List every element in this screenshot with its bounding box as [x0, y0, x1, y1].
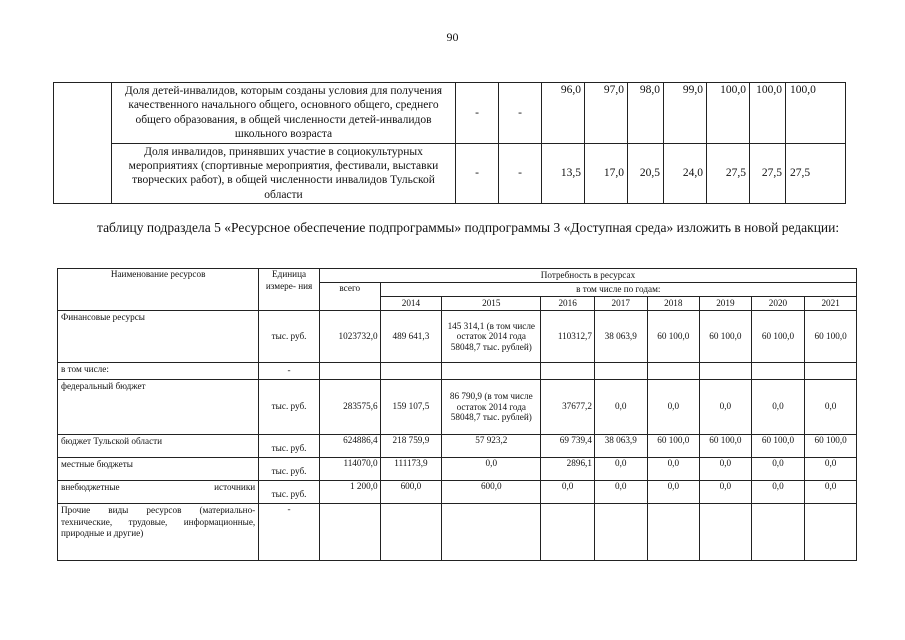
- row-value: 0,0: [647, 481, 700, 504]
- row-value: 37677,2: [541, 380, 595, 435]
- row-total: 1 200,0: [319, 481, 380, 504]
- indicators-table: [53, 82, 846, 204]
- row-value: 600,0: [442, 481, 541, 504]
- indicator-value: 13,5: [542, 143, 585, 204]
- row-value: 60 100,0: [805, 435, 857, 458]
- row-value: 0,0: [594, 481, 647, 504]
- indicator-value: -: [499, 83, 542, 144]
- row-value: 60 100,0: [700, 311, 752, 363]
- table-row: [58, 435, 857, 458]
- indicator-value: 100,0: [786, 83, 846, 144]
- row-value: 60 100,0: [647, 311, 700, 363]
- header-name: Наименование ресурсов: [58, 269, 259, 311]
- row-value: [751, 363, 805, 380]
- row-unit: тыс. руб.: [259, 435, 320, 458]
- row-value: 86 790,9 (в том числе остаток 2014 года 58048,7 тыс. рублей): [442, 380, 541, 435]
- header-need: Потребность в ресурсах: [319, 269, 856, 283]
- indicator-row: [54, 143, 846, 204]
- indicator-value: -: [456, 83, 499, 144]
- header-year: 2018: [647, 297, 700, 311]
- row-value: [805, 504, 857, 561]
- row-value: [541, 363, 595, 380]
- indicator-value: 100,0: [750, 83, 786, 144]
- row-value: 0,0: [805, 380, 857, 435]
- header-year: 2014: [380, 297, 442, 311]
- row-value: 0,0: [805, 481, 857, 504]
- indicator-description: Доля детей-инвалидов, которым созданы условия для получения качественного начального общего, основного общего, среднего общего образования, в общей численности детей-инвалидов школьного возраста: [112, 83, 456, 144]
- row-value: 0,0: [647, 380, 700, 435]
- row-unit: тыс. руб.: [259, 311, 320, 363]
- row-name: бюджет Тульской области: [58, 435, 259, 458]
- indicator-value: 97,0: [585, 83, 628, 144]
- row-unit: -: [259, 363, 320, 380]
- header-year: 2020: [751, 297, 805, 311]
- row-value: 0,0: [541, 481, 595, 504]
- row-value: 60 100,0: [751, 311, 805, 363]
- indicator-value: 24,0: [664, 143, 707, 204]
- row-name: федеральный бюджет: [58, 380, 259, 435]
- row-total: 114070,0: [319, 458, 380, 481]
- header-year: 2021: [805, 297, 857, 311]
- row-value: 110312,7: [541, 311, 595, 363]
- row-unit: -: [259, 504, 320, 561]
- header-by-years: в том числе по годам:: [380, 283, 856, 297]
- header-year: 2016: [541, 297, 595, 311]
- header-year: 2017: [594, 297, 647, 311]
- indicator-value: 20,5: [628, 143, 664, 204]
- row-value: 60 100,0: [700, 435, 752, 458]
- row-value: [700, 363, 752, 380]
- row-value: 38 063,9: [594, 435, 647, 458]
- row-value: [700, 504, 752, 561]
- row-value: 60 100,0: [647, 435, 700, 458]
- row-value: [594, 363, 647, 380]
- row-total: 283575,6: [319, 380, 380, 435]
- row-value: 489 641,3: [380, 311, 442, 363]
- table-row: [58, 363, 857, 380]
- header-unit: Единица измере- ния: [259, 269, 320, 311]
- row-value: [380, 504, 442, 561]
- row-value: [442, 504, 541, 561]
- row-name: Прочие виды ресурсов (материально-технические, трудовые, информационные, природные и другие): [58, 504, 259, 561]
- row-value: 57 923,2: [442, 435, 541, 458]
- table-row: [58, 380, 857, 435]
- row-value: 60 100,0: [805, 311, 857, 363]
- table-row: [58, 311, 857, 363]
- row-value: 0,0: [805, 458, 857, 481]
- row-value: 0,0: [700, 458, 752, 481]
- row-value: 0,0: [442, 458, 541, 481]
- table-row: [58, 504, 857, 561]
- indicator-value: 17,0: [585, 143, 628, 204]
- row-value: 218 759,9: [380, 435, 442, 458]
- row-value: 69 739,4: [541, 435, 595, 458]
- row-unit: тыс. руб.: [259, 458, 320, 481]
- row-name: [58, 481, 259, 504]
- indicator-value: 98,0: [628, 83, 664, 144]
- row-value: [647, 363, 700, 380]
- row-name: Финансовые ресурсы: [58, 311, 259, 363]
- empty-cell: [54, 83, 112, 204]
- row-value: 0,0: [594, 380, 647, 435]
- row-value: 600,0: [380, 481, 442, 504]
- indicator-value: 27,5: [786, 143, 846, 204]
- row-value: 0,0: [751, 380, 805, 435]
- header-total: всего: [319, 283, 380, 311]
- header-year: 2019: [700, 297, 752, 311]
- row-value: 60 100,0: [751, 435, 805, 458]
- row-value: 0,0: [751, 481, 805, 504]
- indicator-value: -: [456, 143, 499, 204]
- header-year: 2015: [442, 297, 541, 311]
- header-row: [58, 269, 857, 283]
- row-value: [594, 504, 647, 561]
- indicator-value: 27,5: [750, 143, 786, 204]
- row-value: 38 063,9: [594, 311, 647, 363]
- row-value: 0,0: [700, 481, 752, 504]
- indicator-value: 100,0: [707, 83, 750, 144]
- row-value: 111173,9: [380, 458, 442, 481]
- row-value: [380, 363, 442, 380]
- row-value: 0,0: [700, 380, 752, 435]
- row-value: 0,0: [647, 458, 700, 481]
- indicator-description: Доля инвалидов, принявших участие в социокультурных мероприятиях (спортивные мероприятия, фестивали, выставки творческих работ), в общей численности инвалидов Тульской области: [112, 143, 456, 204]
- row-total: [319, 504, 380, 561]
- table-row: [58, 481, 857, 504]
- instruction-paragraph: таблицу подраздела 5 «Ресурсное обеспечение подпрограммы» подпрограммы 3 «Доступная среда» изложить в новой редакции:: [97, 220, 840, 235]
- indicator-value: -: [499, 143, 542, 204]
- indicator-value: 27,5: [707, 143, 750, 204]
- indicator-value: 96,0: [542, 83, 585, 144]
- row-name-text: внебюджетные источники: [61, 482, 256, 492]
- row-value: 0,0: [751, 458, 805, 481]
- indicator-row: [54, 83, 846, 144]
- page-number: 90: [446, 30, 459, 44]
- row-name: местные бюджеты: [58, 458, 259, 481]
- row-value: 2896,1: [541, 458, 595, 481]
- row-unit: тыс. руб.: [259, 481, 320, 504]
- indicator-value: 99,0: [664, 83, 707, 144]
- row-value: [751, 504, 805, 561]
- row-value: [541, 504, 595, 561]
- row-value: [805, 363, 857, 380]
- row-value: 0,0: [594, 458, 647, 481]
- row-unit: тыс. руб.: [259, 380, 320, 435]
- row-value: 145 314,1 (в том числе остаток 2014 года 58048,7 тыс. рублей): [442, 311, 541, 363]
- resources-table: [57, 268, 857, 561]
- row-value: [442, 363, 541, 380]
- row-name: в том числе:: [58, 363, 259, 380]
- row-total: 624886,4: [319, 435, 380, 458]
- row-value: [647, 504, 700, 561]
- table-row: [58, 458, 857, 481]
- row-total: [319, 363, 380, 380]
- row-value: 159 107,5: [380, 380, 442, 435]
- row-total: 1023732,0: [319, 311, 380, 363]
